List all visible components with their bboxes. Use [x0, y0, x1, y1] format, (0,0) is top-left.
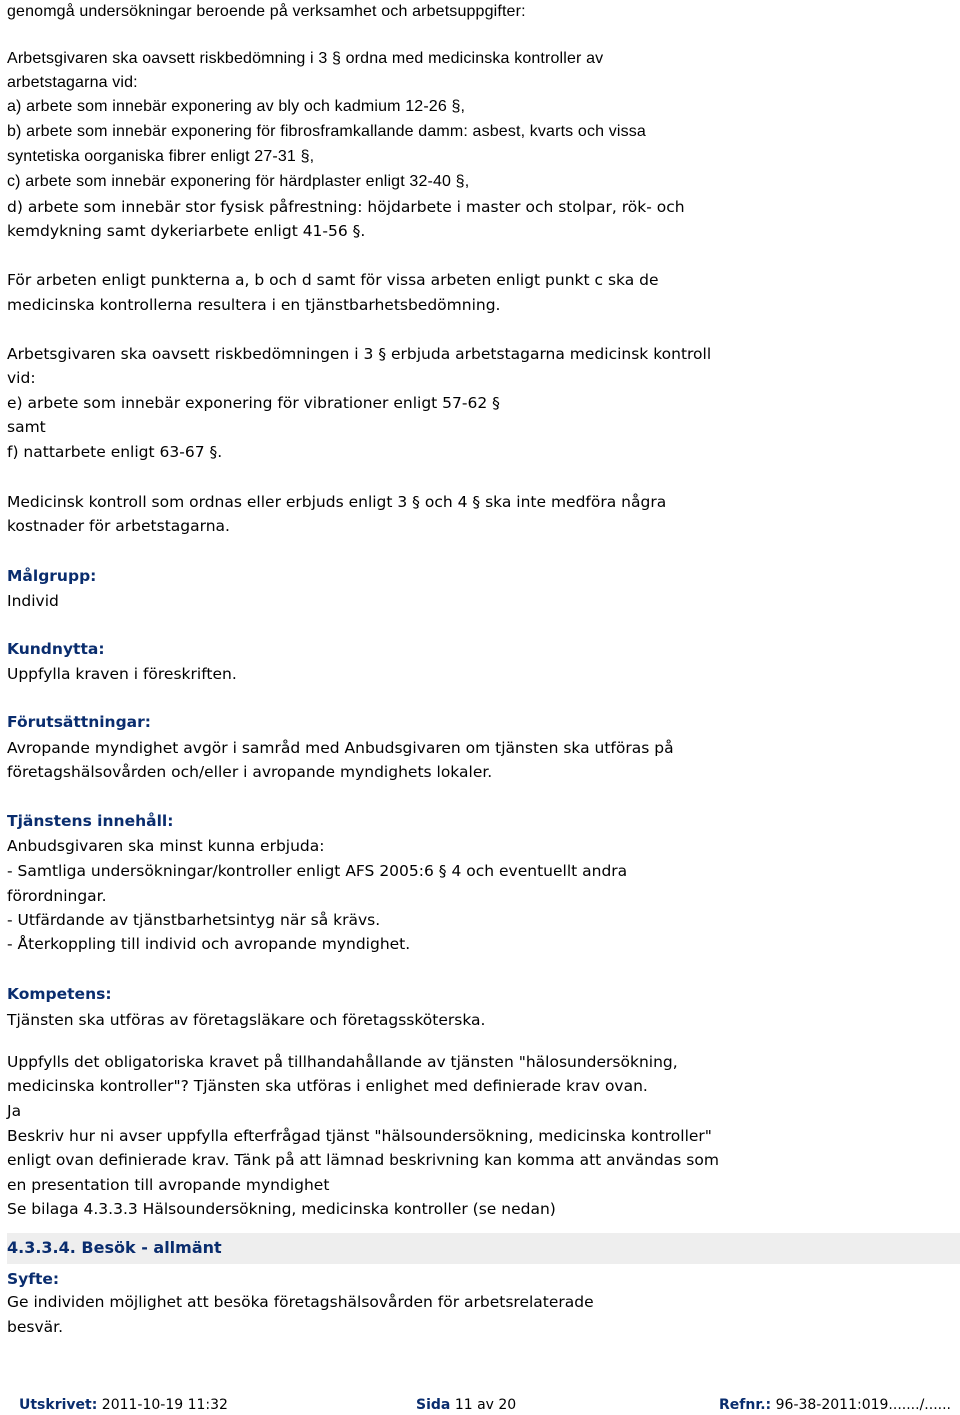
text-line: kostnader för arbetstagarna. [7, 517, 230, 535]
text-line: vid: [7, 369, 36, 387]
text-line: d) arbete som innebär stor fysisk påfrestning: höjdarbete i master och stolpar, rök- och [7, 198, 685, 216]
heading-syfte: Syfte: [7, 1270, 60, 1288]
text-line: genomgå undersökningar beroende på verksamhet och arbetsuppgifter: [7, 3, 526, 20]
innehall-text: - Återkoppling till individ och avropande myndighet. [7, 935, 411, 953]
footer-printed [19, 1397, 228, 1413]
footer-refnr-label: Refnr.: [719, 1397, 772, 1413]
text-line: För arbeten enligt punkterna a, b och d samt för vissa arbeten enligt punkt c ska de [7, 271, 659, 289]
section-header [7, 1233, 960, 1264]
footer-refnr [719, 1397, 951, 1413]
text-line: e) arbete som innebär exponering för vibrationer enligt 57-62 § [7, 394, 500, 412]
krav-text: Se bilaga 4.3.3.3 Hälsoundersökning, medicinska kontroller (se nedan) [7, 1200, 556, 1218]
text-line: medicinska kontrollerna resultera i en tjänstbarhetsbedömning. [7, 296, 501, 314]
heading-malgrupp: Målgrupp: [7, 567, 97, 585]
krav-text: medicinska kontroller"? Tjänsten ska utföras i enlighet med definierade krav ovan. [7, 1077, 648, 1095]
kompetens-text: Tjänsten ska utföras av företagsläkare och företagssköterska. [7, 1011, 486, 1029]
krav-text: enligt ovan definierade krav. Tänk på att lämnad beskrivning kan komma att användas som [7, 1151, 719, 1169]
krav-text: en presentation till avropande myndighet [7, 1176, 330, 1194]
footer-printed-label: Utskrivet: [19, 1397, 98, 1413]
heading-forutsattningar: Förutsättningar: [7, 713, 151, 731]
innehall-text: - Samtliga undersökningar/kontroller enligt AFS 2005:6 § 4 och eventuellt andra [7, 862, 628, 880]
krav-text: Beskriv hur ni avser uppfylla efterfrågad tjänst "hälsoundersökning, medicinska kontroller" [7, 1127, 712, 1145]
krav-answer: Ja [7, 1102, 22, 1120]
section-title: 4.3.3.4. Besök - allmänt [7, 1238, 222, 1257]
syfte-text: Ge individen möjlighet att besöka företagshälsovården för arbetsrelaterade [7, 1293, 594, 1311]
forutsattningar-text: företagshälsovården och/eller i avropande myndighets lokaler. [7, 763, 493, 781]
footer-page-label: Sida [416, 1397, 451, 1413]
text-line: b) arbete som innebär exponering för fibrosframkallande damm: asbest, kvarts och vissa [7, 123, 646, 140]
text-line: c) arbete som innebär exponering för härdplaster enligt 32-40 §, [7, 173, 470, 190]
text-line: kemdykning samt dykeriarbete enligt 41-56 §. [7, 222, 366, 240]
footer-printed-value: 2011-10-19 11:32 [101, 1397, 228, 1413]
page-footer [0, 1397, 960, 1415]
krav-text: Uppfylls det obligatoriska kravet på tillhandahållande av tjänsten "hälosundersökning, [7, 1053, 678, 1071]
innehall-text: förordningar. [7, 887, 107, 905]
text-line: Arbetsgivaren ska oavsett riskbedömningen i 3 § erbjuda arbetstagarna medicinsk kontroll [7, 345, 712, 363]
text-line: a) arbete som innebär exponering av bly och kadmium 12-26 §, [7, 98, 466, 115]
forutsattningar-text: Avropande myndighet avgör i samråd med Anbudsgivaren om tjänsten ska utföras på [7, 739, 674, 757]
heading-tjanstens-innehall: Tjänstens innehåll: [7, 812, 174, 830]
syfte-text: besvär. [7, 1318, 63, 1336]
heading-kundnytta: Kundnytta: [7, 640, 105, 658]
kundnytta-text: Uppfylla kraven i föreskriften. [7, 665, 237, 683]
footer-page-value: 11 av 20 [454, 1397, 517, 1413]
text-line: Arbetsgivaren ska oavsett riskbedömning i 3 § ordna med medicinska kontroller av [7, 50, 604, 67]
text-line: arbetstagarna vid: [7, 74, 138, 91]
footer-page [416, 1397, 516, 1413]
text-line: Medicinsk kontroll som ordnas eller erbjuds enligt 3 § och 4 § ska inte medföra några [7, 493, 667, 511]
text-line: f) nattarbete enligt 63-67 §. [7, 443, 223, 461]
innehall-text: Anbudsgivaren ska minst kunna erbjuda: [7, 837, 325, 855]
heading-kompetens: Kompetens: [7, 985, 112, 1003]
malgrupp-text: Individ [7, 592, 59, 610]
text-line: syntetiska oorganiska fibrer enligt 27-31 §, [7, 148, 315, 165]
innehall-text: - Utfärdande av tjänstbarhetsintyg när så krävs. [7, 911, 381, 929]
text-line: samt [7, 418, 46, 436]
footer-refnr-value: 96-38-2011:019......./...... [775, 1397, 951, 1413]
